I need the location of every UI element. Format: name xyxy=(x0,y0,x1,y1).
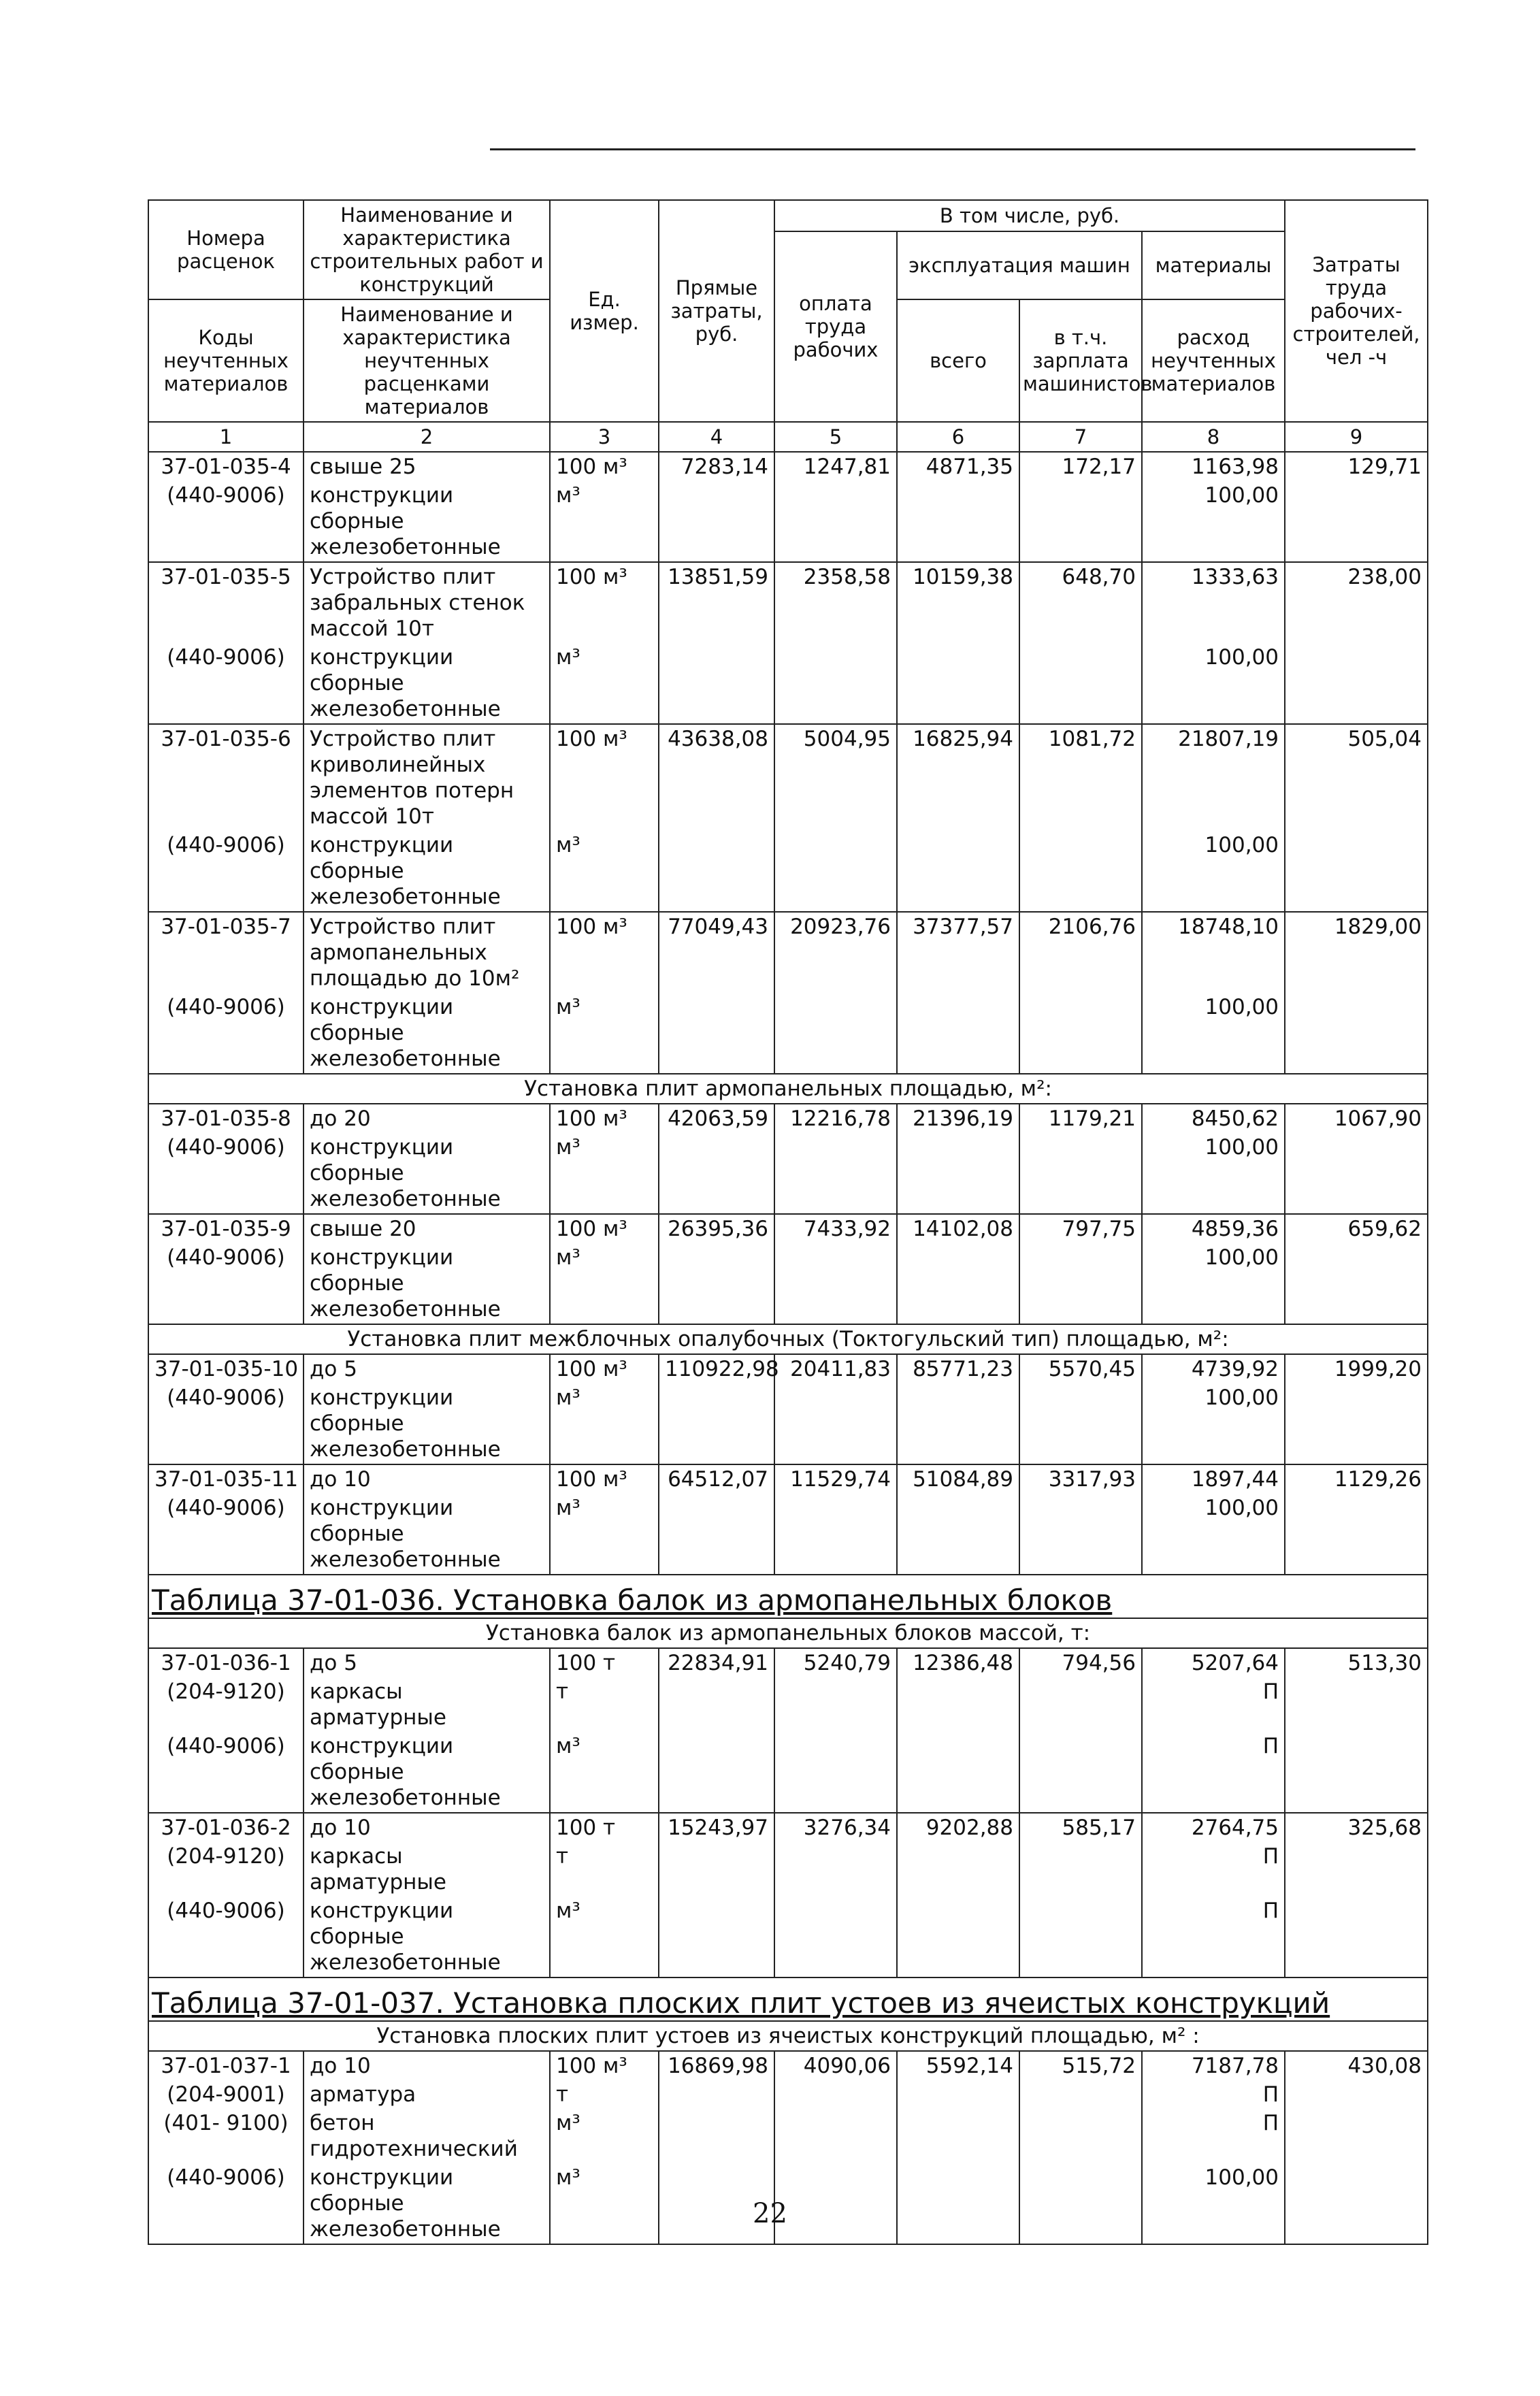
worker-pay-cell: 4090,06 xyxy=(774,2051,897,2080)
labor-costs-cell: 659,62 xyxy=(1285,1214,1428,1243)
unit-cell: т xyxy=(550,1842,659,1897)
rate-code: 37-01-035-4 xyxy=(148,452,304,481)
direct-costs-cell: 42063,59 xyxy=(659,1104,774,1133)
rate-row xyxy=(148,1648,1428,1677)
worker-pay-cell xyxy=(774,1732,897,1813)
unit-cell: м³ xyxy=(550,481,659,562)
unit-cell: м³ xyxy=(550,2109,659,2163)
table-title-row xyxy=(148,1575,1428,1618)
rate-row xyxy=(148,452,1428,481)
labor-costs-cell: 1829,00 xyxy=(1285,912,1428,993)
column-number: 2 xyxy=(304,422,550,452)
worker-pay-cell: 12216,78 xyxy=(774,1104,897,1133)
materials-cell: 21807,19 xyxy=(1142,724,1285,831)
machines-total-cell xyxy=(897,1133,1019,1214)
worker-pay-cell: 1247,81 xyxy=(774,452,897,481)
table-body xyxy=(148,452,1428,2244)
materials-cell: 7187,78 xyxy=(1142,2051,1285,2080)
rate-row xyxy=(148,1104,1428,1133)
unit-cell: м³ xyxy=(550,831,659,912)
machines-total-cell: 12386,48 xyxy=(897,1648,1019,1677)
labor-costs-cell: 129,71 xyxy=(1285,452,1428,481)
machinist-pay-cell xyxy=(1019,993,1142,1074)
labor-costs-cell: 505,04 xyxy=(1285,724,1428,831)
machines-total-cell xyxy=(897,1243,1019,1324)
unit-cell: м³ xyxy=(550,1383,659,1464)
direct-costs-cell: 13851,59 xyxy=(659,562,774,643)
column-number: 6 xyxy=(897,422,1019,452)
machinist-pay-cell: 797,75 xyxy=(1019,1214,1142,1243)
rate-row xyxy=(148,724,1428,831)
work-description: Устройство плит армопанельных площадью до 10м² xyxy=(304,912,550,993)
material-code: (440-9006) xyxy=(148,1383,304,1464)
direct-costs-cell: 26395,36 xyxy=(659,1214,774,1243)
work-description: каркасы арматурные xyxy=(304,1842,550,1897)
machines-total-cell xyxy=(897,643,1019,724)
table-header xyxy=(148,200,1428,452)
column-number: 7 xyxy=(1019,422,1142,452)
labor-costs-cell: 1067,90 xyxy=(1285,1104,1428,1133)
worker-pay-cell xyxy=(774,993,897,1074)
machinist-pay-cell: 5570,45 xyxy=(1019,1354,1142,1383)
worker-pay-cell xyxy=(774,1133,897,1214)
machinist-pay-cell xyxy=(1019,1842,1142,1897)
header-unit: Ед. измер. xyxy=(550,200,659,422)
estimate-sheet xyxy=(148,199,1427,2245)
column-numbers-row xyxy=(148,422,1428,452)
machines-total-cell: 16825,94 xyxy=(897,724,1019,831)
machinist-pay-cell: 515,72 xyxy=(1019,2051,1142,2080)
unit-cell: 100 м³ xyxy=(550,1354,659,1383)
machinist-pay-cell xyxy=(1019,2109,1142,2163)
labor-costs-cell xyxy=(1285,1494,1428,1575)
material-code: (204-9001) xyxy=(148,2080,304,2109)
column-number: 3 xyxy=(550,422,659,452)
materials-cell: 100,00 xyxy=(1142,831,1285,912)
work-description: конструкции сборные железобетонные xyxy=(304,1732,550,1813)
materials-cell: 100,00 xyxy=(1142,1133,1285,1214)
unit-cell: 100 м³ xyxy=(550,1104,659,1133)
rate-code: 37-01-035-8 xyxy=(148,1104,304,1133)
direct-costs-cell xyxy=(659,2080,774,2109)
labor-costs-cell xyxy=(1285,1677,1428,1732)
material-row xyxy=(148,1677,1428,1732)
machinist-pay-cell xyxy=(1019,1243,1142,1324)
material-row xyxy=(148,643,1428,724)
materials-cell: П xyxy=(1142,2080,1285,2109)
labor-costs-cell: 1129,26 xyxy=(1285,1464,1428,1494)
machinist-pay-cell xyxy=(1019,1677,1142,1732)
machines-total-cell xyxy=(897,1897,1019,1977)
direct-costs-cell: 77049,43 xyxy=(659,912,774,993)
machinist-pay-cell xyxy=(1019,1732,1142,1813)
header-including: В том числе, руб. xyxy=(774,200,1285,231)
materials-cell: 4739,92 xyxy=(1142,1354,1285,1383)
unit-cell: м³ xyxy=(550,1897,659,1977)
worker-pay-cell xyxy=(774,1243,897,1324)
top-rule xyxy=(490,148,1415,150)
materials-cell: 8450,62 xyxy=(1142,1104,1285,1133)
labor-costs-cell xyxy=(1285,2109,1428,2163)
materials-cell: 18748,10 xyxy=(1142,912,1285,993)
materials-cell: П xyxy=(1142,2109,1285,2163)
machines-total-cell: 10159,38 xyxy=(897,562,1019,643)
labor-costs-cell: 325,68 xyxy=(1285,1813,1428,1842)
unit-cell: м³ xyxy=(550,1494,659,1575)
rate-code: 37-01-036-1 xyxy=(148,1648,304,1677)
direct-costs-cell: 22834,91 xyxy=(659,1648,774,1677)
direct-costs-cell xyxy=(659,1243,774,1324)
rate-code: 37-01-036-2 xyxy=(148,1813,304,1842)
materials-cell: 100,00 xyxy=(1142,2163,1285,2244)
header-direct-costs: Прямые затраты, руб. xyxy=(659,200,774,422)
material-row xyxy=(148,2080,1428,2109)
rate-row xyxy=(148,1813,1428,1842)
materials-cell: 100,00 xyxy=(1142,1494,1285,1575)
materials-cell: П xyxy=(1142,1897,1285,1977)
rate-code: 37-01-035-5 xyxy=(148,562,304,643)
machines-total-cell xyxy=(897,1494,1019,1575)
worker-pay-cell: 7433,92 xyxy=(774,1214,897,1243)
unit-cell: м³ xyxy=(550,643,659,724)
worker-pay-cell xyxy=(774,2080,897,2109)
worker-pay-cell: 5240,79 xyxy=(774,1648,897,1677)
work-description: конструкции сборные железобетонные xyxy=(304,993,550,1074)
machinist-pay-cell xyxy=(1019,2080,1142,2109)
rate-code: 37-01-035-10 xyxy=(148,1354,304,1383)
section-heading: Установка балок из армопанельных блоков массой, т: xyxy=(148,1618,1428,1648)
work-description: конструкции сборные железобетонные xyxy=(304,481,550,562)
material-row xyxy=(148,2109,1428,2163)
material-row xyxy=(148,1494,1428,1575)
material-row xyxy=(148,1842,1428,1897)
material-row xyxy=(148,1133,1428,1214)
unit-cell: м³ xyxy=(550,2163,659,2244)
worker-pay-cell xyxy=(774,831,897,912)
labor-costs-cell: 430,08 xyxy=(1285,2051,1428,2080)
machines-total-cell: 51084,89 xyxy=(897,1464,1019,1494)
material-row xyxy=(148,1897,1428,1977)
rate-row xyxy=(148,2051,1428,2080)
worker-pay-cell xyxy=(774,1383,897,1464)
labor-costs-cell xyxy=(1285,1897,1428,1977)
header-material-name: Наименование и характеристика неучтенных расценками материалов xyxy=(304,299,550,422)
work-description: каркасы арматурные xyxy=(304,1677,550,1732)
direct-costs-cell: 64512,07 xyxy=(659,1464,774,1494)
header-rate-numbers: Номера расценок xyxy=(148,200,304,299)
labor-costs-cell xyxy=(1285,831,1428,912)
column-number: 8 xyxy=(1142,422,1285,452)
column-number: 9 xyxy=(1285,422,1428,452)
machinist-pay-cell: 648,70 xyxy=(1019,562,1142,643)
worker-pay-cell xyxy=(774,1494,897,1575)
rate-code: 37-01-037-1 xyxy=(148,2051,304,2080)
machinist-pay-cell: 3317,93 xyxy=(1019,1464,1142,1494)
rate-code: 37-01-035-11 xyxy=(148,1464,304,1494)
labor-costs-cell xyxy=(1285,1133,1428,1214)
work-description: до 5 xyxy=(304,1354,550,1383)
material-code: (440-9006) xyxy=(148,993,304,1074)
machinist-pay-cell xyxy=(1019,1897,1142,1977)
unit-cell: 100 т xyxy=(550,1813,659,1842)
worker-pay-cell xyxy=(774,1897,897,1977)
direct-costs-cell xyxy=(659,993,774,1074)
labor-costs-cell xyxy=(1285,643,1428,724)
work-description: до 5 xyxy=(304,1648,550,1677)
material-code: (440-9006) xyxy=(148,481,304,562)
unit-cell: 100 м³ xyxy=(550,562,659,643)
unit-cell: 100 м³ xyxy=(550,452,659,481)
header-material-codes: Коды неучтенных материалов xyxy=(148,299,304,422)
worker-pay-cell: 5004,95 xyxy=(774,724,897,831)
header-materials: материалы xyxy=(1142,231,1285,299)
unit-cell: т xyxy=(550,1677,659,1732)
work-description: конструкции сборные железобетонные xyxy=(304,1897,550,1977)
material-code: (440-9006) xyxy=(148,1494,304,1575)
material-code: (204-9120) xyxy=(148,1842,304,1897)
material-code: (440-9006) xyxy=(148,2163,304,2244)
worker-pay-cell: 3276,34 xyxy=(774,1813,897,1842)
section-heading: Установка плоских плит устоев из ячеистых конструкций площадью, м² : xyxy=(148,2021,1428,2051)
machines-total-cell xyxy=(897,2109,1019,2163)
direct-costs-cell: 43638,08 xyxy=(659,724,774,831)
column-number: 1 xyxy=(148,422,304,452)
direct-costs-cell xyxy=(659,1677,774,1732)
rate-code: 37-01-035-6 xyxy=(148,724,304,831)
direct-costs-cell xyxy=(659,481,774,562)
worker-pay-cell: 20411,83 xyxy=(774,1354,897,1383)
work-description: конструкции сборные железобетонные xyxy=(304,831,550,912)
work-description: конструкции сборные железобетонные xyxy=(304,2163,550,2244)
rate-code: 37-01-035-7 xyxy=(148,912,304,993)
materials-cell: 2764,75 xyxy=(1142,1813,1285,1842)
work-description: до 10 xyxy=(304,1464,550,1494)
material-row xyxy=(148,831,1428,912)
worker-pay-cell: 20923,76 xyxy=(774,912,897,993)
machinist-pay-cell xyxy=(1019,1383,1142,1464)
materials-cell: 1333,63 xyxy=(1142,562,1285,643)
machinist-pay-cell xyxy=(1019,831,1142,912)
page-number: 22 xyxy=(753,2198,787,2229)
labor-costs-cell xyxy=(1285,1732,1428,1813)
table-title: Таблица 37-01-036. Установка балок из армопанельных блоков xyxy=(152,1583,1113,1617)
material-code: (401- 9100) xyxy=(148,2109,304,2163)
materials-cell: 100,00 xyxy=(1142,481,1285,562)
unit-cell: м³ xyxy=(550,1133,659,1214)
machines-total-cell xyxy=(897,1677,1019,1732)
material-code: (440-9006) xyxy=(148,831,304,912)
unit-cell: 100 м³ xyxy=(550,1214,659,1243)
direct-costs-cell xyxy=(659,1897,774,1977)
work-description: конструкции сборные железобетонные xyxy=(304,1133,550,1214)
materials-cell: 5207,64 xyxy=(1142,1648,1285,1677)
machinist-pay-cell: 2106,76 xyxy=(1019,912,1142,993)
header-worker-pay: оплата труда рабочих xyxy=(774,231,897,422)
direct-costs-cell: 16869,98 xyxy=(659,2051,774,2080)
work-description: свыше 20 xyxy=(304,1214,550,1243)
direct-costs-cell xyxy=(659,1383,774,1464)
material-row xyxy=(148,1243,1428,1324)
unit-cell: 100 м³ xyxy=(550,724,659,831)
work-description: конструкции сборные железобетонные xyxy=(304,1494,550,1575)
material-row xyxy=(148,481,1428,562)
rate-row xyxy=(148,1354,1428,1383)
labor-costs-cell xyxy=(1285,481,1428,562)
machines-total-cell: 9202,88 xyxy=(897,1813,1019,1842)
machinist-pay-cell xyxy=(1019,643,1142,724)
machinist-pay-cell: 1179,21 xyxy=(1019,1104,1142,1133)
material-code: (440-9006) xyxy=(148,1243,304,1324)
materials-cell: 1163,98 xyxy=(1142,452,1285,481)
machines-total-cell xyxy=(897,1383,1019,1464)
header-machinist-pay: в т.ч. зарплата машинистов xyxy=(1019,299,1142,422)
machines-total-cell xyxy=(897,2080,1019,2109)
machines-total-cell: 21396,19 xyxy=(897,1104,1019,1133)
machines-total-cell: 14102,08 xyxy=(897,1214,1019,1243)
direct-costs-cell: 7283,14 xyxy=(659,452,774,481)
direct-costs-cell xyxy=(659,1494,774,1575)
machines-total-cell xyxy=(897,1732,1019,1813)
unit-cell: м³ xyxy=(550,993,659,1074)
rate-code: 37-01-035-9 xyxy=(148,1214,304,1243)
worker-pay-cell xyxy=(774,1677,897,1732)
machinist-pay-cell xyxy=(1019,481,1142,562)
rate-row xyxy=(148,912,1428,993)
work-description: Устройство плит забральных стенок массой 10т xyxy=(304,562,550,643)
work-description: конструкции сборные железобетонные xyxy=(304,643,550,724)
direct-costs-cell: 110922,98 xyxy=(659,1354,774,1383)
rates-table xyxy=(148,199,1428,2245)
rate-row xyxy=(148,1464,1428,1494)
work-description: арматура xyxy=(304,2080,550,2109)
machinist-pay-cell: 1081,72 xyxy=(1019,724,1142,831)
direct-costs-cell xyxy=(659,2109,774,2163)
machines-total-cell: 5592,14 xyxy=(897,2051,1019,2080)
worker-pay-cell xyxy=(774,481,897,562)
header-material-usage: расход неучтенных материалов xyxy=(1142,299,1285,422)
machines-total-cell xyxy=(897,831,1019,912)
direct-costs-cell xyxy=(659,831,774,912)
direct-costs-cell xyxy=(659,1842,774,1897)
machines-total-cell xyxy=(897,993,1019,1074)
materials-cell: П xyxy=(1142,1677,1285,1732)
material-row xyxy=(148,1383,1428,1464)
section-heading-row xyxy=(148,1074,1428,1104)
work-description: до 10 xyxy=(304,1813,550,1842)
materials-cell: 100,00 xyxy=(1142,1243,1285,1324)
worker-pay-cell xyxy=(774,643,897,724)
labor-costs-cell xyxy=(1285,993,1428,1074)
materials-cell: П xyxy=(1142,1732,1285,1813)
unit-cell: т xyxy=(550,2080,659,2109)
work-description: свыше 25 xyxy=(304,452,550,481)
work-description: конструкции сборные железобетонные xyxy=(304,1383,550,1464)
header-machines-total: всего xyxy=(897,299,1019,422)
unit-cell: 100 м³ xyxy=(550,2051,659,2080)
machines-total-cell: 37377,57 xyxy=(897,912,1019,993)
machines-total-cell xyxy=(897,481,1019,562)
materials-cell: 4859,36 xyxy=(1142,1214,1285,1243)
materials-cell: 100,00 xyxy=(1142,993,1285,1074)
material-code: (440-9006) xyxy=(148,643,304,724)
materials-cell: 100,00 xyxy=(1142,1383,1285,1464)
column-number: 4 xyxy=(659,422,774,452)
work-description: до 10 xyxy=(304,2051,550,2080)
rate-row xyxy=(148,1214,1428,1243)
machinist-pay-cell: 172,17 xyxy=(1019,452,1142,481)
labor-costs-cell xyxy=(1285,2080,1428,2109)
section-heading: Установка плит межблочных опалубочных (Токтогульский тип) площадью, м²: xyxy=(148,1324,1428,1354)
work-description: до 20 xyxy=(304,1104,550,1133)
unit-cell: м³ xyxy=(550,1732,659,1813)
materials-cell: 1897,44 xyxy=(1142,1464,1285,1494)
worker-pay-cell xyxy=(774,2109,897,2163)
unit-cell: 100 м³ xyxy=(550,912,659,993)
machinist-pay-cell: 585,17 xyxy=(1019,1813,1142,1842)
machinist-pay-cell: 794,56 xyxy=(1019,1648,1142,1677)
material-code: (440-9006) xyxy=(148,1897,304,1977)
labor-costs-cell: 238,00 xyxy=(1285,562,1428,643)
section-heading-row xyxy=(148,1324,1428,1354)
material-row xyxy=(148,1732,1428,1813)
section-heading-row xyxy=(148,1618,1428,1648)
worker-pay-cell: 2358,58 xyxy=(774,562,897,643)
direct-costs-cell xyxy=(659,643,774,724)
rate-row xyxy=(148,562,1428,643)
material-code: (440-9006) xyxy=(148,1732,304,1813)
worker-pay-cell xyxy=(774,1842,897,1897)
machinist-pay-cell xyxy=(1019,1133,1142,1214)
material-row xyxy=(148,993,1428,1074)
work-description: конструкции сборные железобетонные xyxy=(304,1243,550,1324)
labor-costs-cell xyxy=(1285,1383,1428,1464)
header-labor-costs: Затраты труда рабочих-строителей, чел -ч xyxy=(1285,200,1428,422)
direct-costs-cell: 15243,97 xyxy=(659,1813,774,1842)
machines-total-cell xyxy=(897,1842,1019,1897)
section-heading: Установка плит армопанельных площадью, м²: xyxy=(148,1074,1428,1104)
labor-costs-cell xyxy=(1285,1243,1428,1324)
labor-costs-cell: 513,30 xyxy=(1285,1648,1428,1677)
work-description: Устройство плит криволинейных элементов потерн массой 10т xyxy=(304,724,550,831)
section-heading-row xyxy=(148,2021,1428,2051)
machines-total-cell: 85771,23 xyxy=(897,1354,1019,1383)
machines-total-cell: 4871,35 xyxy=(897,452,1019,481)
materials-cell: 100,00 xyxy=(1142,643,1285,724)
header-machines: эксплуатация машин xyxy=(897,231,1142,299)
material-code: (440-9006) xyxy=(148,1133,304,1214)
header-work-name: Наименование и характеристика строительных работ и конструкций xyxy=(304,200,550,299)
direct-costs-cell xyxy=(659,1732,774,1813)
labor-costs-cell: 1999,20 xyxy=(1285,1354,1428,1383)
worker-pay-cell: 11529,74 xyxy=(774,1464,897,1494)
table-title: Таблица 37-01-037. Установка плоских плит устоев из ячеистых конструкций xyxy=(152,1986,1330,2020)
direct-costs-cell xyxy=(659,1133,774,1214)
machinist-pay-cell xyxy=(1019,1494,1142,1575)
material-code: (204-9120) xyxy=(148,1677,304,1732)
column-number: 5 xyxy=(774,422,897,452)
unit-cell: 100 м³ xyxy=(550,1464,659,1494)
unit-cell: 100 т xyxy=(550,1648,659,1677)
materials-cell: П xyxy=(1142,1842,1285,1897)
unit-cell: м³ xyxy=(550,1243,659,1324)
labor-costs-cell xyxy=(1285,1842,1428,1897)
table-title-row xyxy=(148,1977,1428,2021)
work-description: бетон гидротехнический xyxy=(304,2109,550,2163)
